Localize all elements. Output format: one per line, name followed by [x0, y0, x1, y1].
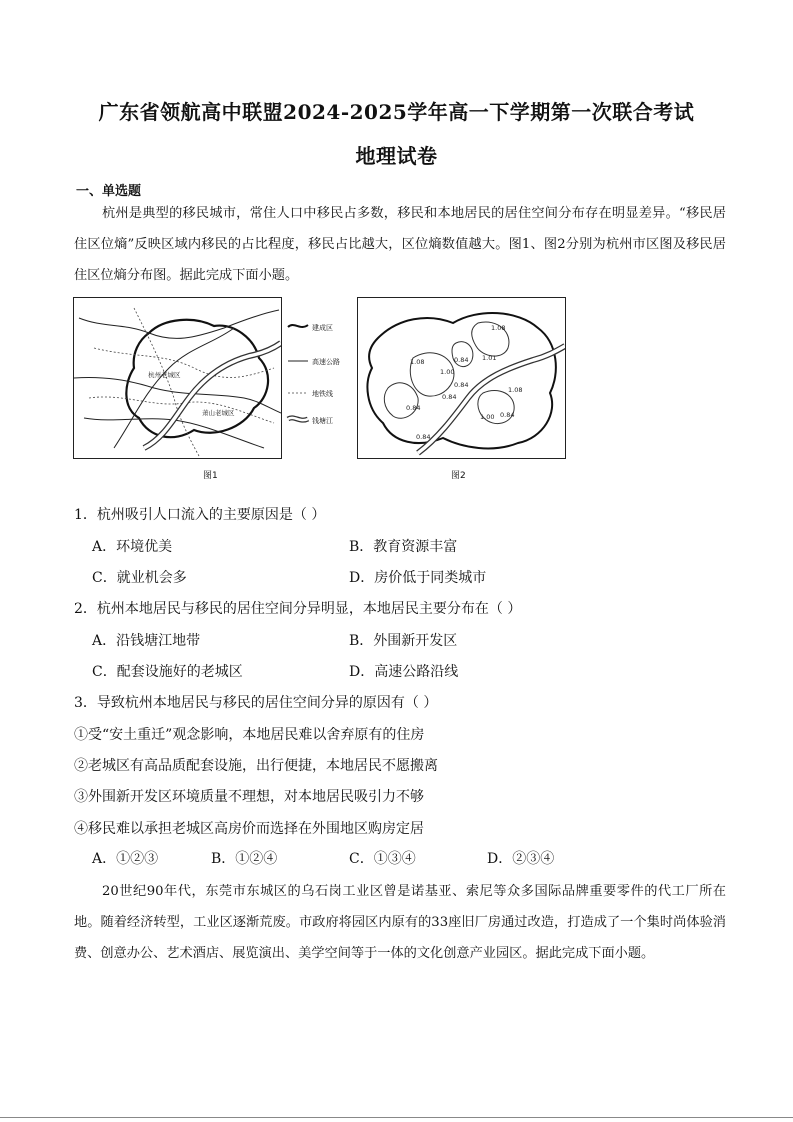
section-heading: 一、单选题 [76, 184, 142, 199]
q1-option-a[interactable]: A．环境优美 [92, 539, 173, 555]
lq-value: 0.84 [416, 433, 431, 441]
lq-value: 1.01 [482, 354, 497, 362]
q3-option-d[interactable]: D．②③④ [487, 851, 555, 867]
page-bottom-divider [0, 1117, 793, 1118]
q3-option-b[interactable]: B．①②④ [211, 851, 278, 867]
legend-built-area-symbol [288, 325, 308, 327]
legend-highway: 高速公路 [312, 358, 340, 366]
q1-option-b[interactable]: B．教育资源丰富 [349, 539, 458, 555]
metro-line [94, 348, 274, 377]
figure-1-legend [286, 315, 356, 430]
highway-line [74, 377, 281, 413]
q2-option-b[interactable]: B．外围新开发区 [349, 633, 458, 649]
question-3-stem: 3．导致杭州本地居民与移民的居住空间分异的原因有（ ） [74, 695, 438, 711]
figure-2-map [357, 297, 566, 459]
legend-river: 钱塘江 [312, 417, 333, 425]
lq-value: 1.08 [508, 386, 523, 394]
legend-built-area: 建成区 [312, 324, 333, 332]
q3-statement-3: ③外围新开发区环境质量不理想，对本地居民吸引力不够 [74, 789, 424, 805]
lq-value: 0.84 [500, 411, 515, 419]
highway-line [114, 328, 234, 448]
q3-statement-2: ②老城区有高品质配套设施，出行便捷，本地居民不愿搬离 [74, 758, 438, 774]
contour-line [384, 383, 421, 418]
lq-value: 1.00 [440, 368, 455, 376]
figure-2-caption: 图2 [451, 471, 466, 481]
highway-line [79, 310, 279, 338]
lq-value: 0.84 [454, 356, 469, 364]
lq-value: 1.08 [410, 358, 425, 366]
lq-value: 1.08 [491, 324, 506, 332]
q3-option-a[interactable]: A．①②③ [92, 851, 159, 867]
lq-value: 0.84 [454, 381, 469, 389]
question-1-stem: 1．杭州吸引人口流入的主要原因是（ ） [74, 507, 326, 523]
q3-statement-1: ①受“安土重迁”观念影响，本地居民难以舍弃原有的住房 [74, 727, 425, 743]
lq-value: 1.00 [480, 413, 495, 421]
exam-subtitle: 地理试卷 [355, 144, 438, 168]
q2-option-a[interactable]: A．沿钱塘江地带 [92, 633, 201, 649]
figure-1-caption: 图1 [203, 471, 218, 481]
q2-option-c[interactable]: C．配套设施好的老城区 [92, 664, 243, 680]
label-old-city: 杭州老城区 [148, 371, 181, 379]
legend-metro: 地铁线 [312, 390, 333, 398]
lq-value: 0.84 [442, 393, 457, 401]
figure-1-map [73, 297, 282, 459]
river-outer [418, 346, 565, 453]
location-quotient-map [358, 298, 565, 458]
lq-value: 0.84 [406, 404, 421, 412]
passage-1: 杭州是典型的移民城市，常住人口中移民占多数，移民和本地居民的居住空间分布存在明显差异。“移民居住区位熵”反映区域内移民的占比程度，移民占比越大，区位熵数值越大。图1、图2分别为杭州市区图及移民居住区位熵分布图。据此完成下面小题。 [74, 206, 726, 283]
label-xiaoshan: 萧山老城区 [202, 409, 235, 417]
q3-statement-4: ④移民难以承担老城区高房价而选择在外围地区购房定居 [74, 821, 424, 837]
exam-title: 广东省领航高中联盟2024-2025学年高一下学期第一次联合考试 [98, 100, 695, 124]
q2-option-d[interactable]: D．高速公路沿线 [349, 664, 459, 680]
question-2-stem: 2．杭州本地居民与移民的居住空间分异明显，本地居民主要分布在（ ） [74, 601, 522, 617]
q3-option-c[interactable]: C．①③④ [349, 851, 416, 867]
q1-option-c[interactable]: C．就业机会多 [92, 570, 187, 586]
q1-option-d[interactable]: D．房价低于同类城市 [349, 570, 487, 586]
passage-2: 20世纪90年代，东莞市东城区的乌石岗工业区曾是诺基亚、索尼等众多国际品牌重要零件的代工厂所在地。随着经济转型，工业区逐渐荒废。市政府将园区内原有的33座旧厂房通过改造，打造成了一个集时尚体验消费、创意办公、艺术酒店、展览演出、美学空间等于一体的文化创意产业园区。据此完成下面小题。 [74, 884, 726, 961]
